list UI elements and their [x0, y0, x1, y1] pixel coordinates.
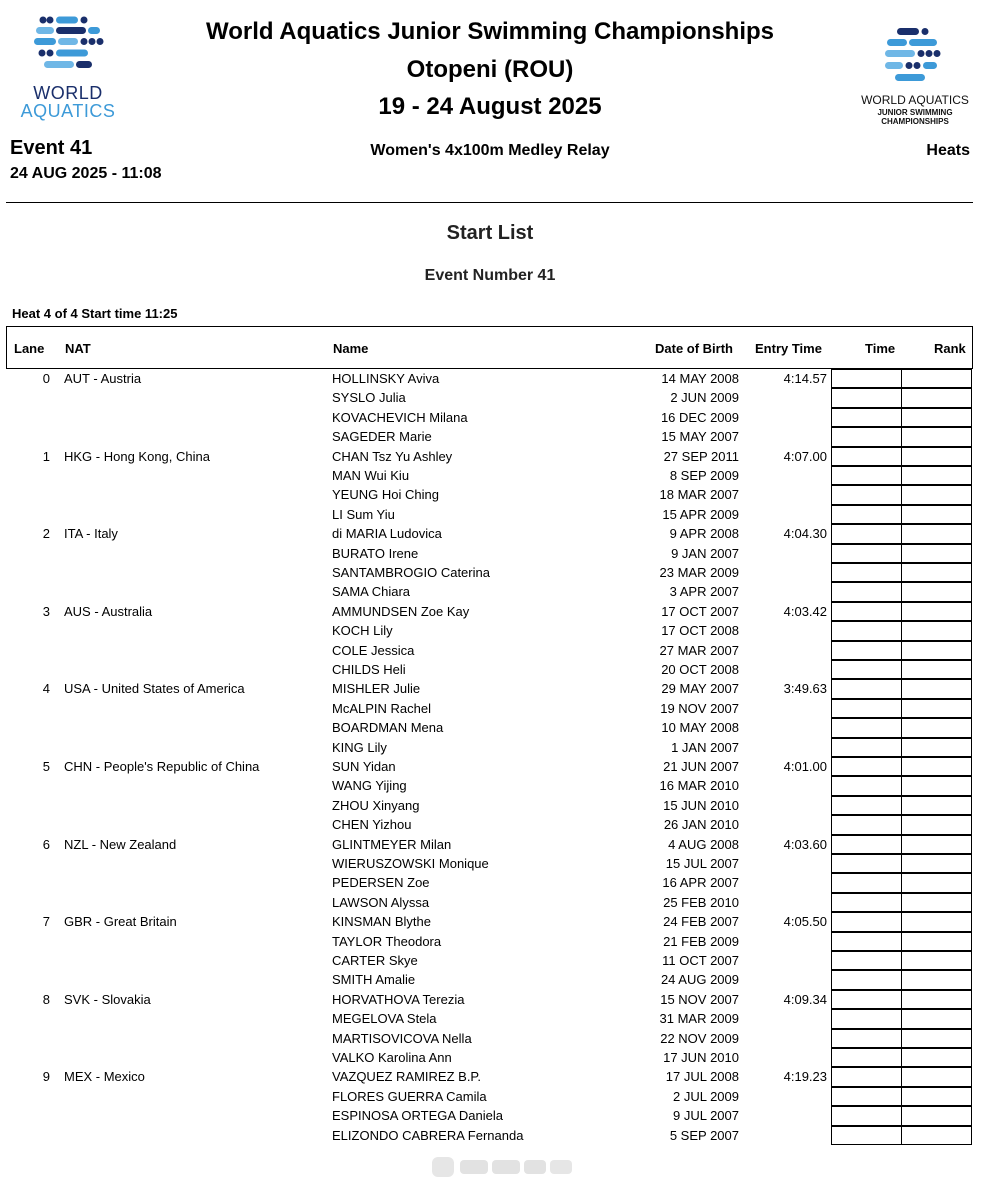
- time-box: [831, 602, 902, 621]
- swimmer-dob: 27 MAR 2007: [659, 642, 739, 658]
- team-nation: AUS - Australia: [64, 603, 153, 619]
- swimmer-name: SANTAMBROGIO Caterina: [332, 565, 490, 580]
- time-box: [831, 1009, 902, 1028]
- team-nation: USA - United States of America: [64, 681, 245, 697]
- swimmer-dob: 11 OCT 2007: [662, 953, 739, 968]
- table-row: [0, 563, 1003, 582]
- swimmer-dob: 29 MAY 2007: [661, 681, 739, 697]
- time-box: [831, 854, 902, 873]
- swimmer-dob: 15 JUL 2007: [665, 856, 739, 871]
- time-box: [831, 835, 902, 854]
- swimmer-name: CHEN Yizhou: [332, 817, 412, 833]
- table-row: [0, 1048, 1003, 1067]
- swimmer-dob: 17 JUL 2008: [665, 1069, 739, 1085]
- time-box: [831, 932, 902, 951]
- swimmer-dob: 31 MAR 2009: [659, 1011, 739, 1027]
- table-row: [0, 641, 1003, 660]
- world-aquatics-logo: [8, 14, 128, 122]
- swimmer-dob: 25 FEB 2010: [663, 894, 739, 910]
- entry-time: 4:09.34: [783, 991, 827, 1007]
- lane-number: 5: [42, 759, 50, 774]
- lane-number: 8: [42, 991, 50, 1007]
- lane-number: 2: [42, 526, 50, 542]
- table-row: [0, 1067, 1003, 1086]
- swimmer-name: AMMUNDSEN Zoe Kay: [332, 603, 470, 619]
- time-box: [831, 369, 902, 388]
- swimmer-name: KING Lily: [332, 739, 387, 755]
- time-box: [831, 408, 902, 427]
- table-row: [0, 1009, 1003, 1028]
- swimmer-name: VALKO Karolina Ann: [332, 1050, 452, 1065]
- rank-box: [901, 1106, 972, 1125]
- column-header-entry-time: Entry Time: [755, 341, 822, 356]
- logo-word-junior-swimming: JUNIOR SWIMMING: [877, 108, 953, 117]
- swimmer-dob: 17 JUN 2010: [663, 1050, 739, 1065]
- rank-box: [901, 815, 972, 834]
- entry-time: 4:19.23: [783, 1069, 827, 1085]
- rank-box: [901, 582, 972, 601]
- rank-box: [901, 776, 972, 795]
- swimmer-name: ESPINOSA ORTEGA Daniela: [332, 1108, 503, 1124]
- table-row: [0, 699, 1003, 718]
- time-box: [831, 1087, 902, 1106]
- swimmer-dob: 23 MAR 2009: [659, 565, 739, 580]
- time-box: [831, 660, 902, 679]
- table-row: [0, 388, 1003, 407]
- rank-box: [901, 602, 972, 621]
- time-box: [831, 912, 902, 931]
- time-box: [831, 544, 902, 563]
- rank-box: [901, 408, 972, 427]
- column-header-name: Name: [333, 341, 369, 356]
- team-nation: GBR - Great Britain: [64, 914, 177, 930]
- swimmer-name: KOCH Lily: [332, 623, 393, 639]
- time-box: [831, 1048, 902, 1067]
- swimmer-dob: 15 MAY 2007: [661, 429, 739, 445]
- header-divider: [6, 202, 973, 203]
- swimmer-name: KOVACHEVICH Milana: [332, 409, 468, 425]
- swimmer-name: HORVATHOVA Terezia: [332, 991, 465, 1007]
- entry-time: 4:04.30: [783, 526, 827, 542]
- swimmer-dob: 5 SEP 2007: [669, 1127, 739, 1143]
- swimmer-dob: 27 SEP 2011: [663, 448, 739, 464]
- event-name: Women's 4x100m Medley Relay: [370, 142, 610, 159]
- swimmer-name: GLINTMEYER Milan: [332, 836, 452, 852]
- time-box: [831, 427, 902, 446]
- table-row: [0, 660, 1003, 679]
- swimmer-dob: 15 NOV 2007: [660, 991, 739, 1007]
- logo-mark-icon: [8, 14, 128, 82]
- rank-box: [901, 932, 972, 951]
- rank-box: [901, 485, 972, 504]
- time-box: [831, 466, 902, 485]
- swimmer-dob: 21 FEB 2009: [663, 933, 739, 949]
- rank-box: [901, 854, 972, 873]
- lane-number: 0: [42, 371, 50, 386]
- logo-word-world-aquatics: WORLD AQUATICS: [861, 93, 969, 107]
- swimmer-name: BOARDMAN Mena: [332, 720, 444, 736]
- rank-box: [901, 835, 972, 854]
- swimmer-name: McALPIN Rachel: [332, 700, 431, 716]
- entry-time: 4:03.60: [783, 836, 827, 852]
- swimmer-name: SMITH Amalie: [332, 972, 416, 988]
- time-box: [831, 447, 902, 466]
- entry-time: 4:01.00: [783, 759, 827, 774]
- swimmer-name: SYSLO Julia: [332, 390, 406, 406]
- rank-box: [901, 1087, 972, 1106]
- entry-time: 4:07.00: [783, 448, 827, 464]
- time-box: [831, 524, 902, 543]
- swimmer-dob: 8 SEP 2009: [669, 468, 739, 483]
- swimmer-name: BURATO Irene: [332, 545, 419, 561]
- rank-box: [901, 718, 972, 737]
- time-box: [831, 873, 902, 892]
- swimmer-name: CHILDS Heli: [332, 662, 406, 677]
- table-row: [0, 757, 1003, 776]
- time-box: [831, 970, 902, 989]
- swimmer-name: CHAN Tsz Yu Ashley: [332, 448, 453, 464]
- entry-time: 4:14.57: [783, 371, 827, 386]
- time-box: [831, 485, 902, 504]
- swimmer-dob: 24 FEB 2007: [663, 914, 739, 930]
- rank-box: [901, 505, 972, 524]
- swimmer-dob: 17 OCT 2008: [661, 623, 739, 639]
- swimmer-name: VAZQUEZ RAMIREZ B.P.: [332, 1069, 482, 1085]
- rank-box: [901, 912, 972, 931]
- team-nation: SVK - Slovakia: [64, 991, 151, 1007]
- table-row: [0, 835, 1003, 854]
- lane-number: 6: [42, 836, 50, 852]
- rank-box: [901, 951, 972, 970]
- entry-time: 4:05.50: [783, 914, 827, 930]
- swimmer-name: COLE Jessica: [332, 642, 415, 658]
- swimmer-dob: 26 JAN 2010: [663, 817, 739, 833]
- table-row: [0, 505, 1003, 524]
- time-box: [831, 641, 902, 660]
- column-header-lane: Lane: [14, 341, 45, 356]
- time-box: [831, 1106, 902, 1125]
- rank-box: [901, 757, 972, 776]
- rank-box: [901, 1126, 972, 1145]
- logo-word-championships: CHAMPIONSHIPS: [881, 117, 949, 126]
- time-box: [831, 1067, 902, 1086]
- event-datetime: 24 AUG 2025 - 11:08: [10, 165, 162, 182]
- event-number-line: Event Number 41: [424, 267, 556, 284]
- table-row: [0, 990, 1003, 1009]
- table-row: [0, 602, 1003, 621]
- logo-word-aquatics: AQUATICS: [20, 101, 116, 121]
- time-box: [831, 388, 902, 407]
- swimmer-dob: 16 APR 2007: [662, 875, 739, 891]
- lane-number: 4: [42, 681, 50, 697]
- rank-box: [901, 873, 972, 892]
- entry-time: 3:49.63: [783, 681, 827, 697]
- page-title: Start List: [446, 222, 534, 244]
- rank-box: [901, 1009, 972, 1028]
- swimmer-name: WANG Yijing: [332, 778, 407, 794]
- swimmer-dob: 22 NOV 2009: [660, 1030, 739, 1046]
- swimmer-name: MAN Wui Kiu: [332, 468, 410, 483]
- table-row: [0, 544, 1003, 563]
- table-row: [0, 582, 1003, 601]
- swimmer-dob: 16 DEC 2009: [660, 409, 739, 425]
- table-row: [0, 970, 1003, 989]
- swimmer-name: LAWSON Alyssa: [332, 894, 430, 910]
- swimmer-dob: 9 APR 2008: [669, 526, 739, 542]
- swimmer-dob: 2 JUN 2009: [670, 390, 739, 406]
- rank-box: [901, 563, 972, 582]
- time-box: [831, 718, 902, 737]
- time-box: [831, 893, 902, 912]
- swimmer-name: MISHLER Julie: [332, 681, 421, 697]
- swimmer-dob: 20 OCT 2008: [661, 662, 739, 677]
- swimmer-name: di MARIA Ludovica: [332, 526, 442, 542]
- table-row: [0, 621, 1003, 640]
- swimmer-name: PEDERSEN Zoe: [332, 875, 430, 891]
- event-number: Event 41: [10, 137, 93, 159]
- table-row: [0, 815, 1003, 834]
- time-box: [831, 815, 902, 834]
- table-row: [0, 679, 1003, 698]
- swimmer-name: WIERUSZOWSKI Monique: [332, 856, 489, 871]
- rank-box: [901, 738, 972, 757]
- championship-dates: 19 - 24 August 2025: [378, 93, 602, 120]
- swimmer-dob: 21 JUN 2007: [663, 759, 739, 774]
- lane-number: 9: [42, 1069, 50, 1085]
- time-box: [831, 757, 902, 776]
- rank-box: [901, 1029, 972, 1048]
- table-row: [0, 738, 1003, 757]
- rank-box: [901, 1067, 972, 1086]
- table-row: [0, 408, 1003, 427]
- swimmer-dob: 19 NOV 2007: [660, 700, 739, 716]
- time-box: [831, 699, 902, 718]
- time-box: [831, 776, 902, 795]
- swimmer-name: MARTISOVICOVA Nella: [332, 1030, 472, 1046]
- logo-word-world: WORLD: [33, 83, 103, 103]
- rank-box: [901, 796, 972, 815]
- table-row: [0, 1087, 1003, 1106]
- table-row: [0, 466, 1003, 485]
- swimmer-name: FLORES GUERRA Camila: [332, 1088, 487, 1104]
- swimmer-dob: 10 MAY 2008: [661, 720, 739, 736]
- team-nation: HKG - Hong Kong, China: [64, 448, 210, 464]
- swimmer-name: MEGELOVA Stela: [332, 1011, 437, 1027]
- team-nation: MEX - Mexico: [64, 1069, 145, 1085]
- swimmer-name: ELIZONDO CABRERA Fernanda: [332, 1127, 524, 1143]
- rank-box: [901, 1048, 972, 1067]
- rank-box: [901, 466, 972, 485]
- swimmer-dob: 2 JUL 2009: [672, 1088, 739, 1104]
- time-box: [831, 505, 902, 524]
- swimmer-dob: 15 APR 2009: [662, 506, 739, 522]
- column-header-time: Time: [865, 341, 896, 356]
- rank-box: [901, 524, 972, 543]
- table-row: [0, 854, 1003, 873]
- time-box: [831, 796, 902, 815]
- time-box: [831, 990, 902, 1009]
- swimmer-name: SAMA Chiara: [332, 584, 411, 600]
- logo-mark-icon: [845, 24, 985, 90]
- rank-box: [901, 970, 972, 989]
- swimmer-dob: 16 MAR 2010: [659, 778, 739, 794]
- rank-box: [901, 660, 972, 679]
- rank-box: [901, 699, 972, 718]
- rank-box: [901, 369, 972, 388]
- junior-championships-logo: [845, 24, 985, 132]
- rank-box: [901, 427, 972, 446]
- table-row: [0, 718, 1003, 737]
- swimmer-dob: 9 JAN 2007: [671, 545, 739, 561]
- table-row: [0, 1126, 1003, 1145]
- swimmer-name: ZHOU Xinyang: [332, 797, 420, 813]
- swimmer-dob: 14 MAY 2008: [661, 371, 739, 386]
- table-row: [0, 369, 1003, 388]
- swimmer-dob: 4 AUG 2008: [668, 836, 739, 852]
- rank-box: [901, 388, 972, 407]
- table-row: [0, 524, 1003, 543]
- table-row: [0, 893, 1003, 912]
- table-row: [0, 485, 1003, 504]
- lane-number: 7: [42, 914, 50, 930]
- swimmer-dob: 24 AUG 2009: [660, 972, 739, 988]
- table-row: [0, 1029, 1003, 1048]
- table-row: [0, 951, 1003, 970]
- rank-box: [901, 679, 972, 698]
- heat-label: Heat 4 of 4 Start time 11:25: [12, 306, 178, 321]
- swimmer-dob: 17 OCT 2007: [661, 603, 739, 619]
- time-box: [831, 621, 902, 640]
- championship-title: World Aquatics Junior Swimming Championships: [205, 18, 775, 45]
- table-row: [0, 796, 1003, 815]
- swimmer-dob: 18 MAR 2007: [659, 487, 739, 503]
- team-nation: CHN - People's Republic of China: [64, 759, 260, 774]
- column-header-nat: NAT: [65, 341, 91, 356]
- championship-location: Otopeni (ROU): [406, 56, 574, 83]
- time-box: [831, 679, 902, 698]
- table-header: [6, 326, 973, 369]
- rank-box: [901, 621, 972, 640]
- swimmer-dob: 3 APR 2007: [669, 584, 739, 600]
- time-box: [831, 1126, 902, 1145]
- table-row: [0, 776, 1003, 795]
- time-box: [831, 582, 902, 601]
- team-nation: AUT - Austria: [64, 371, 142, 386]
- column-header-dob: Date of Birth: [655, 341, 733, 356]
- entry-time: 4:03.42: [783, 603, 827, 619]
- swimmer-dob: 9 JUL 2007: [672, 1108, 739, 1124]
- rank-box: [901, 990, 972, 1009]
- time-box: [831, 738, 902, 757]
- swimmer-dob: 15 JUN 2010: [663, 797, 739, 813]
- rank-box: [901, 893, 972, 912]
- swimmer-name: HOLLINSKY Aviva: [332, 371, 440, 386]
- team-nation: ITA - Italy: [64, 526, 118, 542]
- table-row: [0, 912, 1003, 931]
- swimmer-dob: 1 JAN 2007: [671, 739, 739, 755]
- swimmer-name: SAGEDER Marie: [332, 429, 432, 445]
- swimmer-name: LI Sum Yiu: [332, 506, 395, 522]
- lane-number: 3: [42, 603, 50, 619]
- time-box: [831, 951, 902, 970]
- event-round: Heats: [926, 142, 970, 159]
- time-box: [831, 563, 902, 582]
- lane-number: 1: [42, 448, 50, 464]
- team-nation: NZL - New Zealand: [64, 836, 177, 852]
- table-row: [0, 427, 1003, 446]
- swimmer-name: TAYLOR Theodora: [332, 933, 442, 949]
- column-header-rank: Rank: [934, 341, 966, 356]
- table-row: [0, 1106, 1003, 1125]
- swimmer-name: YEUNG Hoi Ching: [332, 487, 439, 503]
- table-row: [0, 932, 1003, 951]
- swimmer-name: CARTER Skye: [332, 953, 418, 968]
- rank-box: [901, 641, 972, 660]
- table-row: [0, 447, 1003, 466]
- rank-box: [901, 447, 972, 466]
- watermark-logo-icon: [430, 1154, 575, 1180]
- swimmer-name: SUN Yidan: [332, 759, 396, 774]
- swimmer-name: KINSMAN Blythe: [332, 914, 431, 930]
- rank-box: [901, 544, 972, 563]
- time-box: [831, 1029, 902, 1048]
- table-row: [0, 873, 1003, 892]
